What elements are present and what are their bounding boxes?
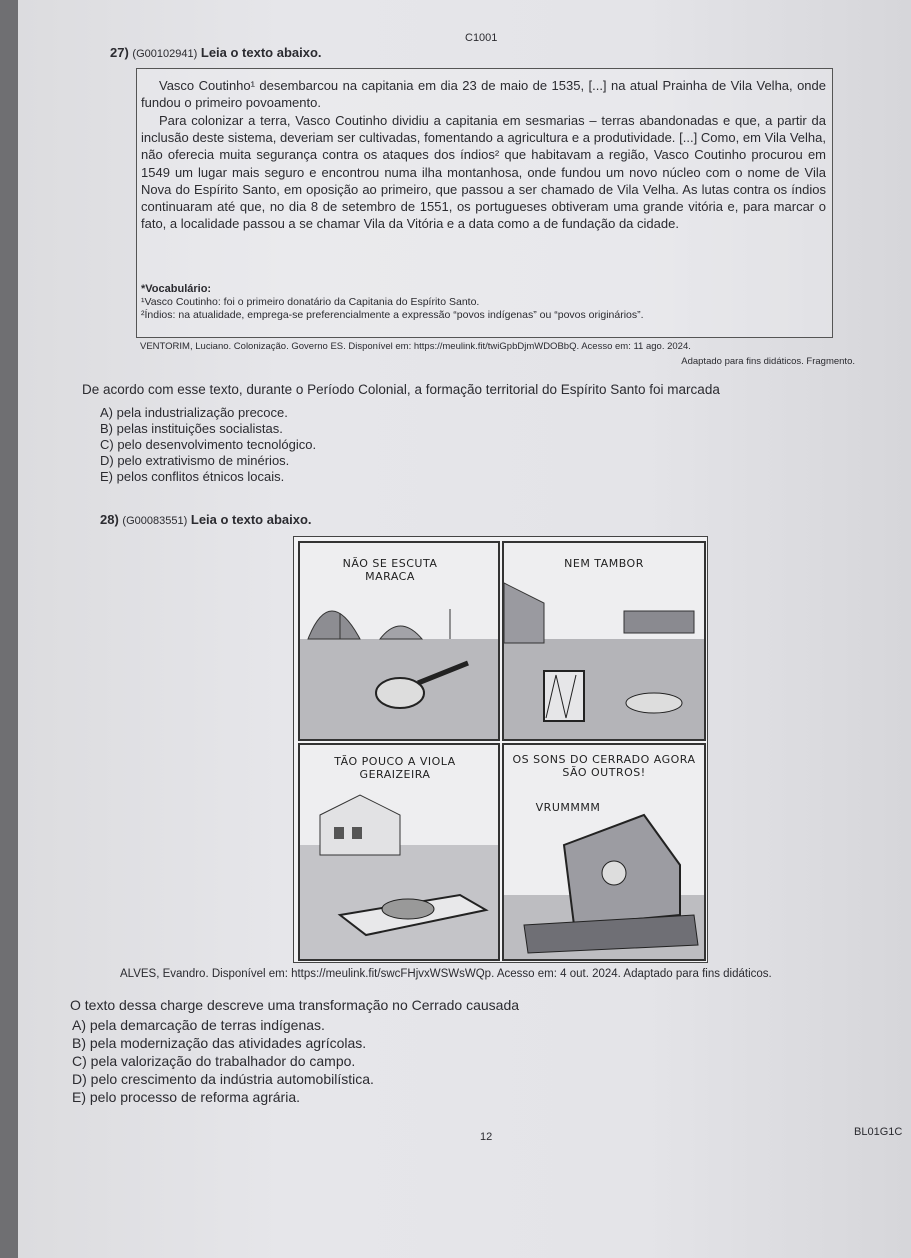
q27-number: 27) bbox=[110, 45, 129, 60]
comic-panel-3 bbox=[298, 743, 500, 961]
q28-source: ALVES, Evandro. Disponível em: https://meulink.fit/swcFHjvxWSWsWQp. Acesso em: 4 out. 2024. Adaptado para fins didáticos. bbox=[120, 968, 772, 980]
panel-3-caption: TÃO POUCO A VIOLA GERAIZEIRA bbox=[334, 755, 456, 781]
panel-1-drawing bbox=[300, 543, 498, 739]
q27-option-d[interactable]: D) pelo extrativismo de minérios. bbox=[100, 453, 290, 468]
q28-option-d[interactable]: D) pelo crescimento da indústria automobilística. bbox=[72, 1071, 374, 1087]
q28-option-a[interactable]: A) pela demarcação de terras indígenas. bbox=[72, 1017, 325, 1033]
q28-number: 28) bbox=[100, 512, 119, 527]
vocabulary-item-1: ¹Vasco Coutinho: foi o primeiro donatário da Capitania do Espírito Santo. bbox=[141, 296, 480, 308]
header-code: C1001 bbox=[465, 32, 498, 44]
q27-option-b[interactable]: B) pelas instituições socialistas. bbox=[100, 421, 283, 436]
footer-code: BL01G1C bbox=[854, 1126, 903, 1138]
q27-option-e[interactable]: E) pelos conflitos étnicos locais. bbox=[100, 469, 285, 484]
vocabulary-item-2: ²Índios: na atualidade, emprega-se preferencialmente a expressão “povos indígenas” ou “povos originários”. bbox=[141, 309, 644, 321]
q27-text-box bbox=[136, 68, 833, 338]
q27-option-c[interactable]: C) pelo desenvolvimento tecnológico. bbox=[100, 437, 317, 452]
q27-option-a[interactable]: A) pela industrialização precoce. bbox=[100, 405, 288, 420]
q28-option-e[interactable]: E) pelo processo de reforma agrária. bbox=[72, 1089, 300, 1105]
q28-option-b[interactable]: B) pela modernização das atividades agrícolas. bbox=[72, 1035, 367, 1051]
exam-page bbox=[18, 0, 911, 1258]
panel-2-drawing bbox=[504, 543, 704, 739]
q27-heading bbox=[110, 45, 322, 60]
q27-paragraph-2: Para colonizar a terra, Vasco Coutinho dividiu a capitania em sesmarias – terras abandonadas e que, a partir da inclusão deste sistema, deveriam ser cultivadas, fomentando a agricultura e a produtividade. [...] Como, em Vila Velha, não oferecia muita segurança contra os ataques dos índios² que habitavam a região, Vasco Coutinho procurou em 1549 um lugar mais seguro e encontrou numa ilha montanhosa, onde fundou um novo núcleo com o nome de Vila Nova do Espírito Santo, em oposição ao primeiro, que passou a ser chamado de Vila Velha. As lutas contra os índios continuaram até que, no dia 8 de setembro de 1551, os portugueses obtiveram uma grande vitória e, para marcar o fato, a localidade passou a se chamar Vila da Vitória e a data como a de fundação da cidade. bbox=[141, 113, 826, 232]
q28-options bbox=[72, 1016, 374, 1106]
q28-stem: O texto dessa charge descreve uma transformação no Cerrado causada bbox=[70, 997, 520, 1013]
vocabulary-title: *Vocabulário: bbox=[141, 283, 212, 295]
page-number: 12 bbox=[480, 1131, 493, 1143]
panel-4-caption: OS SONS DO CERRADO AGORA SÃO OUTROS! bbox=[512, 753, 696, 779]
q27-instruction: Leia o texto abaixo. bbox=[200, 45, 322, 60]
q27-paragraph-1: Vasco Coutinho¹ desembarcou na capitania em dia 23 de maio de 1535, [...] na atual Prainha de Vila Velha, onde fundou o primeiro povoamento. bbox=[141, 78, 826, 111]
comic-panel-2 bbox=[502, 541, 706, 741]
panel-4-drawing bbox=[504, 745, 704, 959]
panel-3-drawing bbox=[300, 745, 498, 959]
q28-instruction: Leia o texto abaixo. bbox=[190, 512, 312, 527]
q28-heading bbox=[100, 512, 312, 527]
q27-id: (G00102941) bbox=[132, 48, 198, 60]
vocabulary bbox=[141, 283, 644, 322]
panel-4-sound: VRUMMMM bbox=[535, 801, 601, 814]
panel-1-caption: NÃO SE ESCUTA MARACA bbox=[342, 557, 438, 583]
panel-2-caption: NEM TAMBOR bbox=[564, 557, 644, 570]
comic-panel-1 bbox=[298, 541, 500, 741]
comic-strip bbox=[293, 536, 708, 963]
q27-source-note: Adaptado para fins didáticos. Fragmento. bbox=[681, 356, 855, 367]
q27-source: VENTORIM, Luciano. Colonização. Governo ES. Disponível em: https://meulink.fit/twiGpbDjmWDOBbQ. Acesso em: 11 ago. 2024. bbox=[140, 341, 691, 352]
q27-stem: De acordo com esse texto, durante o Período Colonial, a formação territorial do Espírito Santo foi marcada bbox=[82, 382, 720, 397]
comic-panel-4 bbox=[502, 743, 706, 961]
q28-option-c[interactable]: C) pela valorização do trabalhador do campo. bbox=[72, 1053, 356, 1069]
q28-id: (G00083551) bbox=[122, 515, 188, 527]
q27-options bbox=[100, 405, 316, 485]
